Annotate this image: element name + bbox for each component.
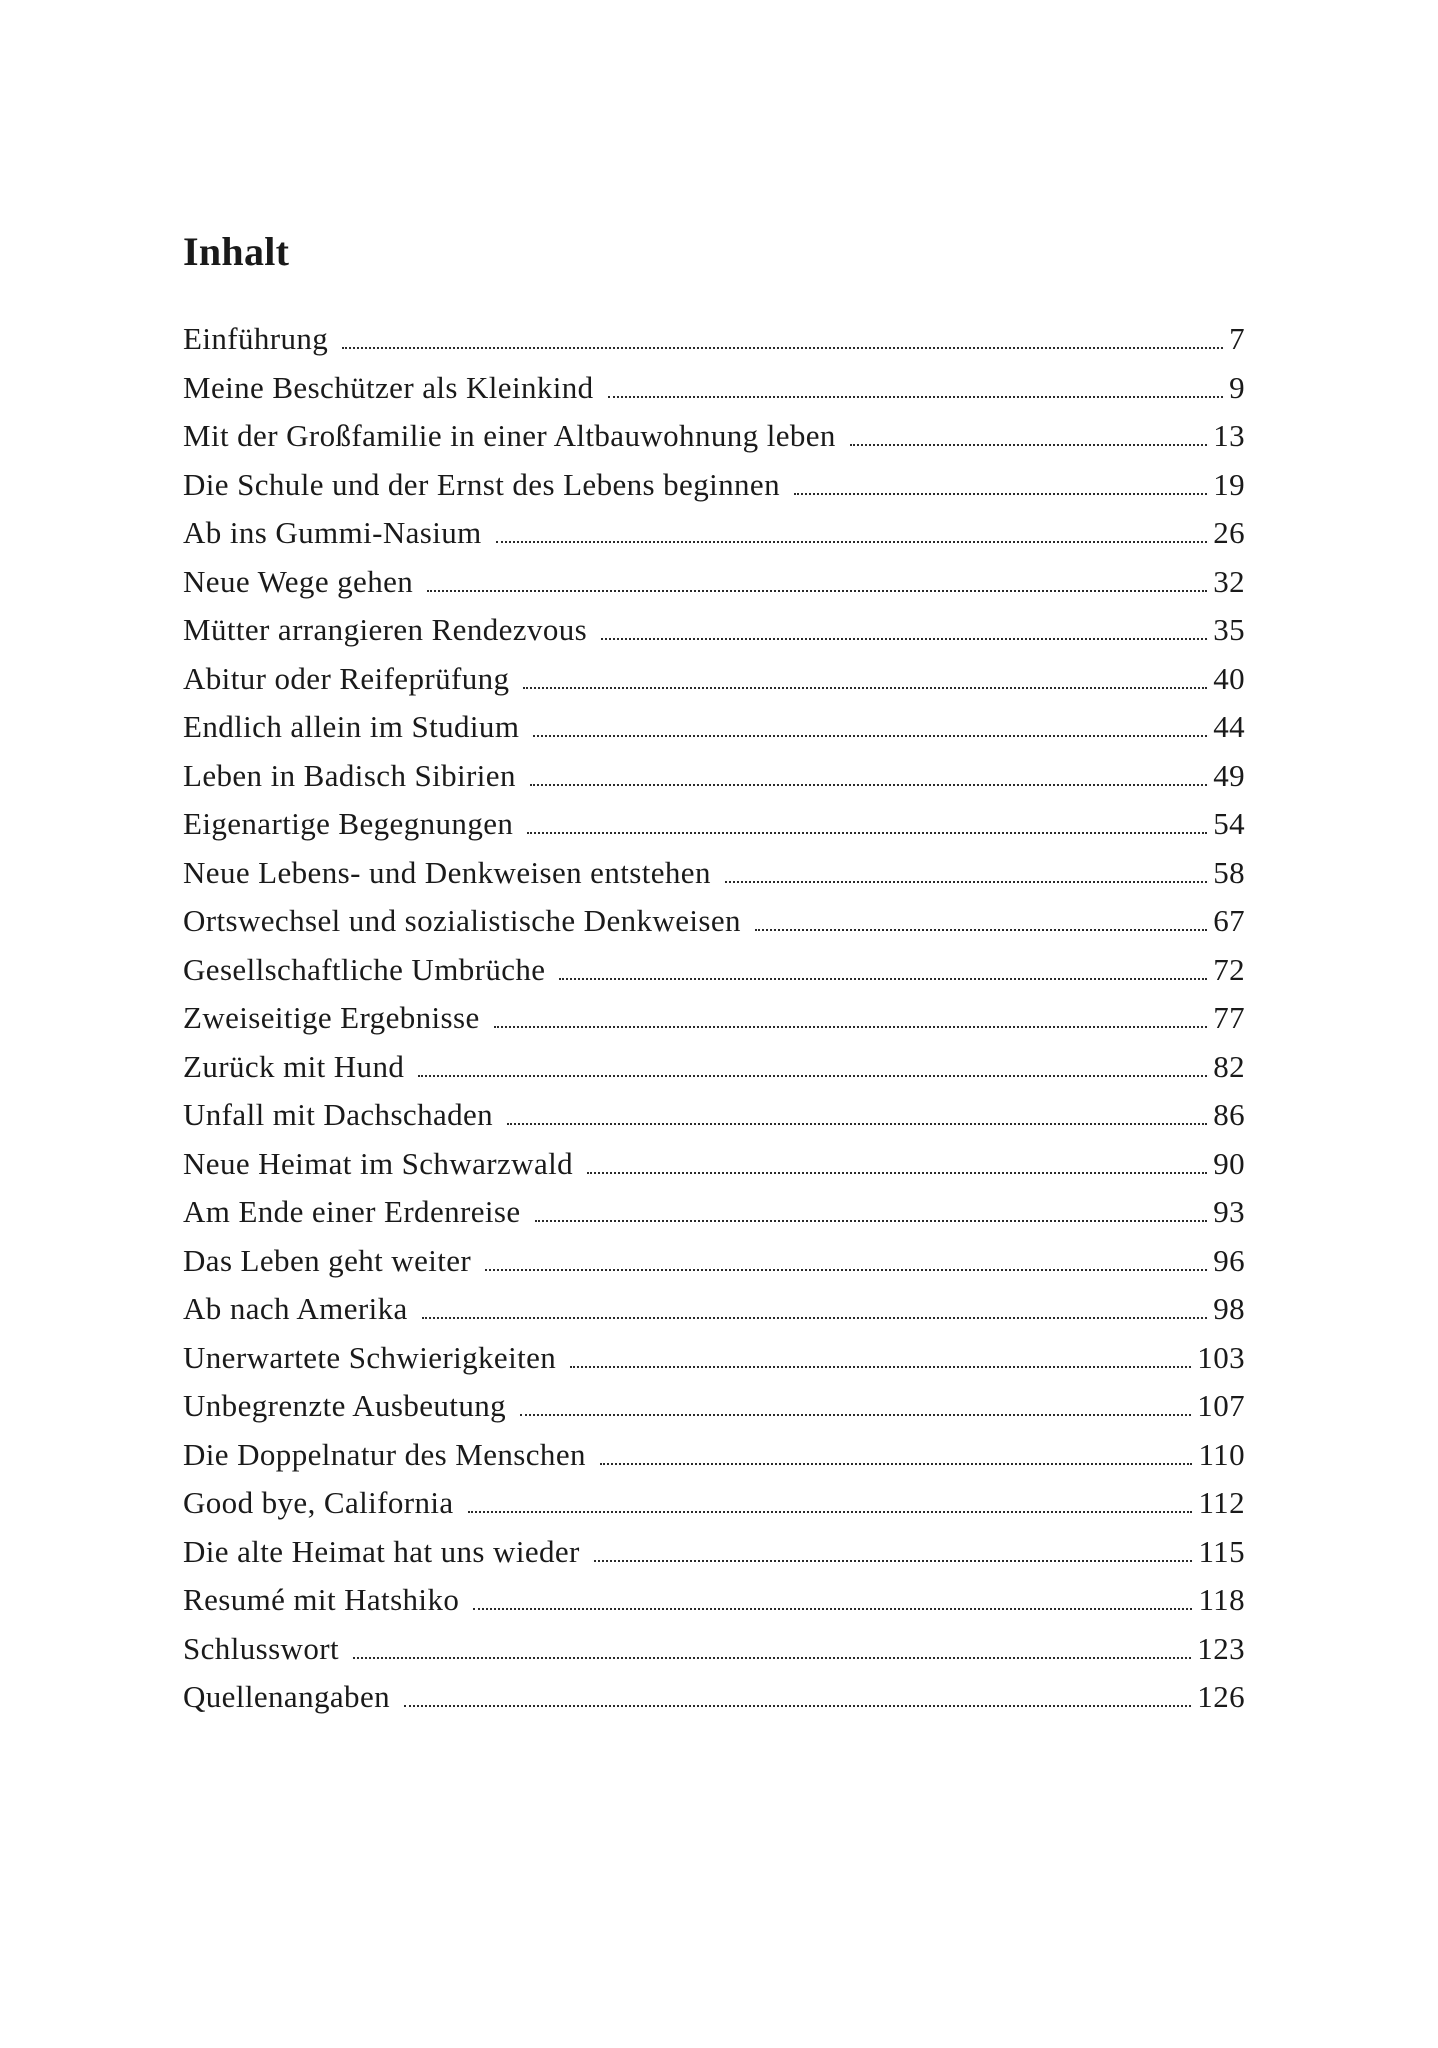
toc-entry-label: Unerwartete Schwierigkeiten	[183, 1339, 557, 1375]
toc-dot-leader	[427, 590, 1207, 592]
toc-entry	[183, 752, 1245, 801]
toc-entry-page: 67	[1213, 903, 1245, 938]
toc-dot-leader	[468, 1511, 1193, 1513]
toc-entry-label: Meine Beschützer als Kleinkind	[183, 369, 594, 405]
toc-dot-leader	[725, 881, 1207, 883]
toc-entry-page: 110	[1198, 1436, 1245, 1472]
toc-dot-leader	[527, 832, 1207, 834]
toc-entry-label: Mit der Großfamilie in einer Altbauwohnung leben	[183, 418, 836, 453]
toc-entry-label: Unbegrenzte Ausbeutung	[183, 1388, 507, 1423]
toc-entry	[183, 315, 1245, 364]
toc-entry	[183, 1528, 1245, 1577]
toc-entry	[183, 1576, 1245, 1625]
toc-entry-page: 93	[1213, 1194, 1245, 1229]
toc-entry	[183, 897, 1245, 946]
toc-entry-page: 26	[1213, 515, 1245, 550]
toc-entry-label: Die alte Heimat hat uns wieder	[183, 1533, 580, 1569]
toc-dot-leader	[533, 735, 1207, 737]
toc-entry	[183, 1431, 1245, 1480]
toc-dot-leader	[422, 1317, 1208, 1319]
toc-entry-page: 58	[1213, 854, 1245, 890]
toc-entry-page: 103	[1197, 1339, 1245, 1375]
toc-dot-leader	[587, 1172, 1207, 1174]
toc-entry	[183, 509, 1245, 558]
toc-entry-page: 77	[1213, 1000, 1245, 1035]
toc-dot-leader	[473, 1608, 1192, 1610]
toc-dot-leader	[601, 638, 1207, 640]
toc-dot-leader	[535, 1220, 1208, 1222]
toc-entry	[183, 1140, 1245, 1189]
toc-entry-label: Zweiseitige Ergebnisse	[183, 1000, 480, 1035]
toc-entry-page: 86	[1213, 1097, 1245, 1132]
toc-entry	[183, 606, 1245, 655]
toc-dot-leader	[794, 493, 1207, 495]
toc-entry	[183, 412, 1245, 461]
toc-entry-label: Das Leben geht weiter	[183, 1242, 472, 1278]
toc-entry-page: 9	[1229, 369, 1245, 405]
toc-dot-leader	[559, 978, 1207, 980]
toc-dot-leader	[755, 929, 1207, 931]
toc-entry-label: Endlich allein im Studium	[183, 709, 520, 744]
toc-list	[183, 315, 1245, 1722]
toc-entry-label: Mütter arrangieren Rendezvous	[183, 612, 588, 647]
toc-entry-label: Ab nach Amerika	[183, 1291, 408, 1326]
toc-dot-leader	[608, 396, 1224, 398]
toc-entry	[183, 461, 1245, 510]
toc-dot-leader	[507, 1123, 1207, 1125]
toc-entry-label: Ortswechsel und sozialistische Denkweisen	[183, 903, 741, 938]
toc-entry-label: Neue Wege gehen	[183, 563, 414, 599]
toc-entry	[183, 1188, 1245, 1237]
toc-entry	[183, 849, 1245, 898]
toc-dot-leader	[530, 784, 1207, 786]
toc-entry-label: Neue Heimat im Schwarzwald	[183, 1145, 574, 1181]
toc-entry-page: 126	[1197, 1679, 1245, 1714]
toc-entry	[183, 1043, 1245, 1092]
toc-entry-page: 7	[1229, 321, 1245, 356]
toc-entry-page: 35	[1213, 612, 1245, 647]
toc-entry	[183, 1285, 1245, 1334]
toc-entry-label: Am Ende einer Erdenreise	[183, 1194, 521, 1229]
toc-entry-page: 107	[1197, 1388, 1245, 1423]
toc-entry-page: 115	[1198, 1533, 1245, 1569]
toc-entry	[183, 994, 1245, 1043]
toc-dot-leader	[353, 1657, 1191, 1659]
toc-entry	[183, 1334, 1245, 1383]
toc-dot-leader	[494, 1026, 1208, 1028]
toc-entry-label: Eigenartige Begegnungen	[183, 806, 514, 841]
toc-entry	[183, 703, 1245, 752]
toc-entry-label: Neue Lebens- und Denkweisen entstehen	[183, 854, 711, 890]
toc-entry-label: Unfall mit Dachschaden	[183, 1097, 494, 1132]
toc-entry-page: 19	[1213, 466, 1245, 502]
toc-dot-leader	[570, 1366, 1191, 1368]
toc-entry-label: Leben in Badisch Sibirien	[183, 757, 516, 793]
toc-entry-label: Quellenangaben	[183, 1679, 391, 1714]
toc-entry-page: 90	[1213, 1145, 1245, 1181]
toc-entry-page: 49	[1213, 757, 1245, 793]
toc-entry	[183, 558, 1245, 607]
toc-entry	[183, 1237, 1245, 1286]
toc-entry	[183, 1479, 1245, 1528]
toc-dot-leader	[523, 687, 1207, 689]
toc-entry-label: Die Doppelnatur des Menschen	[183, 1436, 586, 1472]
toc-entry	[183, 800, 1245, 849]
toc-entry-label: Good bye, California	[183, 1485, 454, 1520]
toc-entry-label: Zurück mit Hund	[183, 1048, 405, 1084]
toc-entry-label: Abitur oder Reifeprüfung	[183, 660, 510, 696]
toc-entry-page: 13	[1213, 418, 1245, 453]
toc-entry	[183, 1382, 1245, 1431]
toc-entry-page: 112	[1198, 1485, 1245, 1520]
toc-entry-page: 72	[1213, 951, 1245, 987]
toc-entry	[183, 1091, 1245, 1140]
toc-entry-label: Ab ins Gummi-Nasium	[183, 515, 482, 550]
toc-entry	[183, 946, 1245, 995]
toc-dot-leader	[600, 1463, 1193, 1465]
toc-entry-page: 98	[1213, 1291, 1245, 1326]
toc-dot-leader	[496, 541, 1208, 543]
toc-entry-label: Einführung	[183, 321, 329, 356]
toc-dot-leader	[418, 1075, 1207, 1077]
toc-entry	[183, 364, 1245, 413]
toc-entry-page: 32	[1213, 563, 1245, 599]
toc-dot-leader	[594, 1560, 1193, 1562]
toc-entry-page: 82	[1213, 1048, 1245, 1084]
toc-entry-page: 96	[1213, 1242, 1245, 1278]
toc-entry	[183, 1673, 1245, 1722]
toc-dot-leader	[404, 1705, 1191, 1707]
toc-entry	[183, 655, 1245, 704]
toc-entry-label: Schlusswort	[183, 1630, 339, 1666]
toc-dot-leader	[485, 1269, 1207, 1271]
toc-entry	[183, 1625, 1245, 1674]
toc-entry-label: Resumé mit Hatshiko	[183, 1582, 460, 1617]
toc-entry-page: 118	[1198, 1582, 1245, 1617]
toc-entry-label: Gesellschaftliche Umbrüche	[183, 951, 546, 987]
toc-entry-label: Die Schule und der Ernst des Lebens beginnen	[183, 466, 780, 502]
toc-dot-leader	[520, 1414, 1191, 1416]
toc-entry-page: 54	[1213, 806, 1245, 841]
toc-entry-page: 44	[1213, 709, 1245, 744]
toc-dot-leader	[342, 347, 1223, 349]
toc-entry-page: 123	[1197, 1630, 1245, 1666]
toc-title: Inhalt	[183, 229, 290, 274]
toc-dot-leader	[850, 444, 1207, 446]
toc-entry-page: 40	[1213, 660, 1245, 696]
